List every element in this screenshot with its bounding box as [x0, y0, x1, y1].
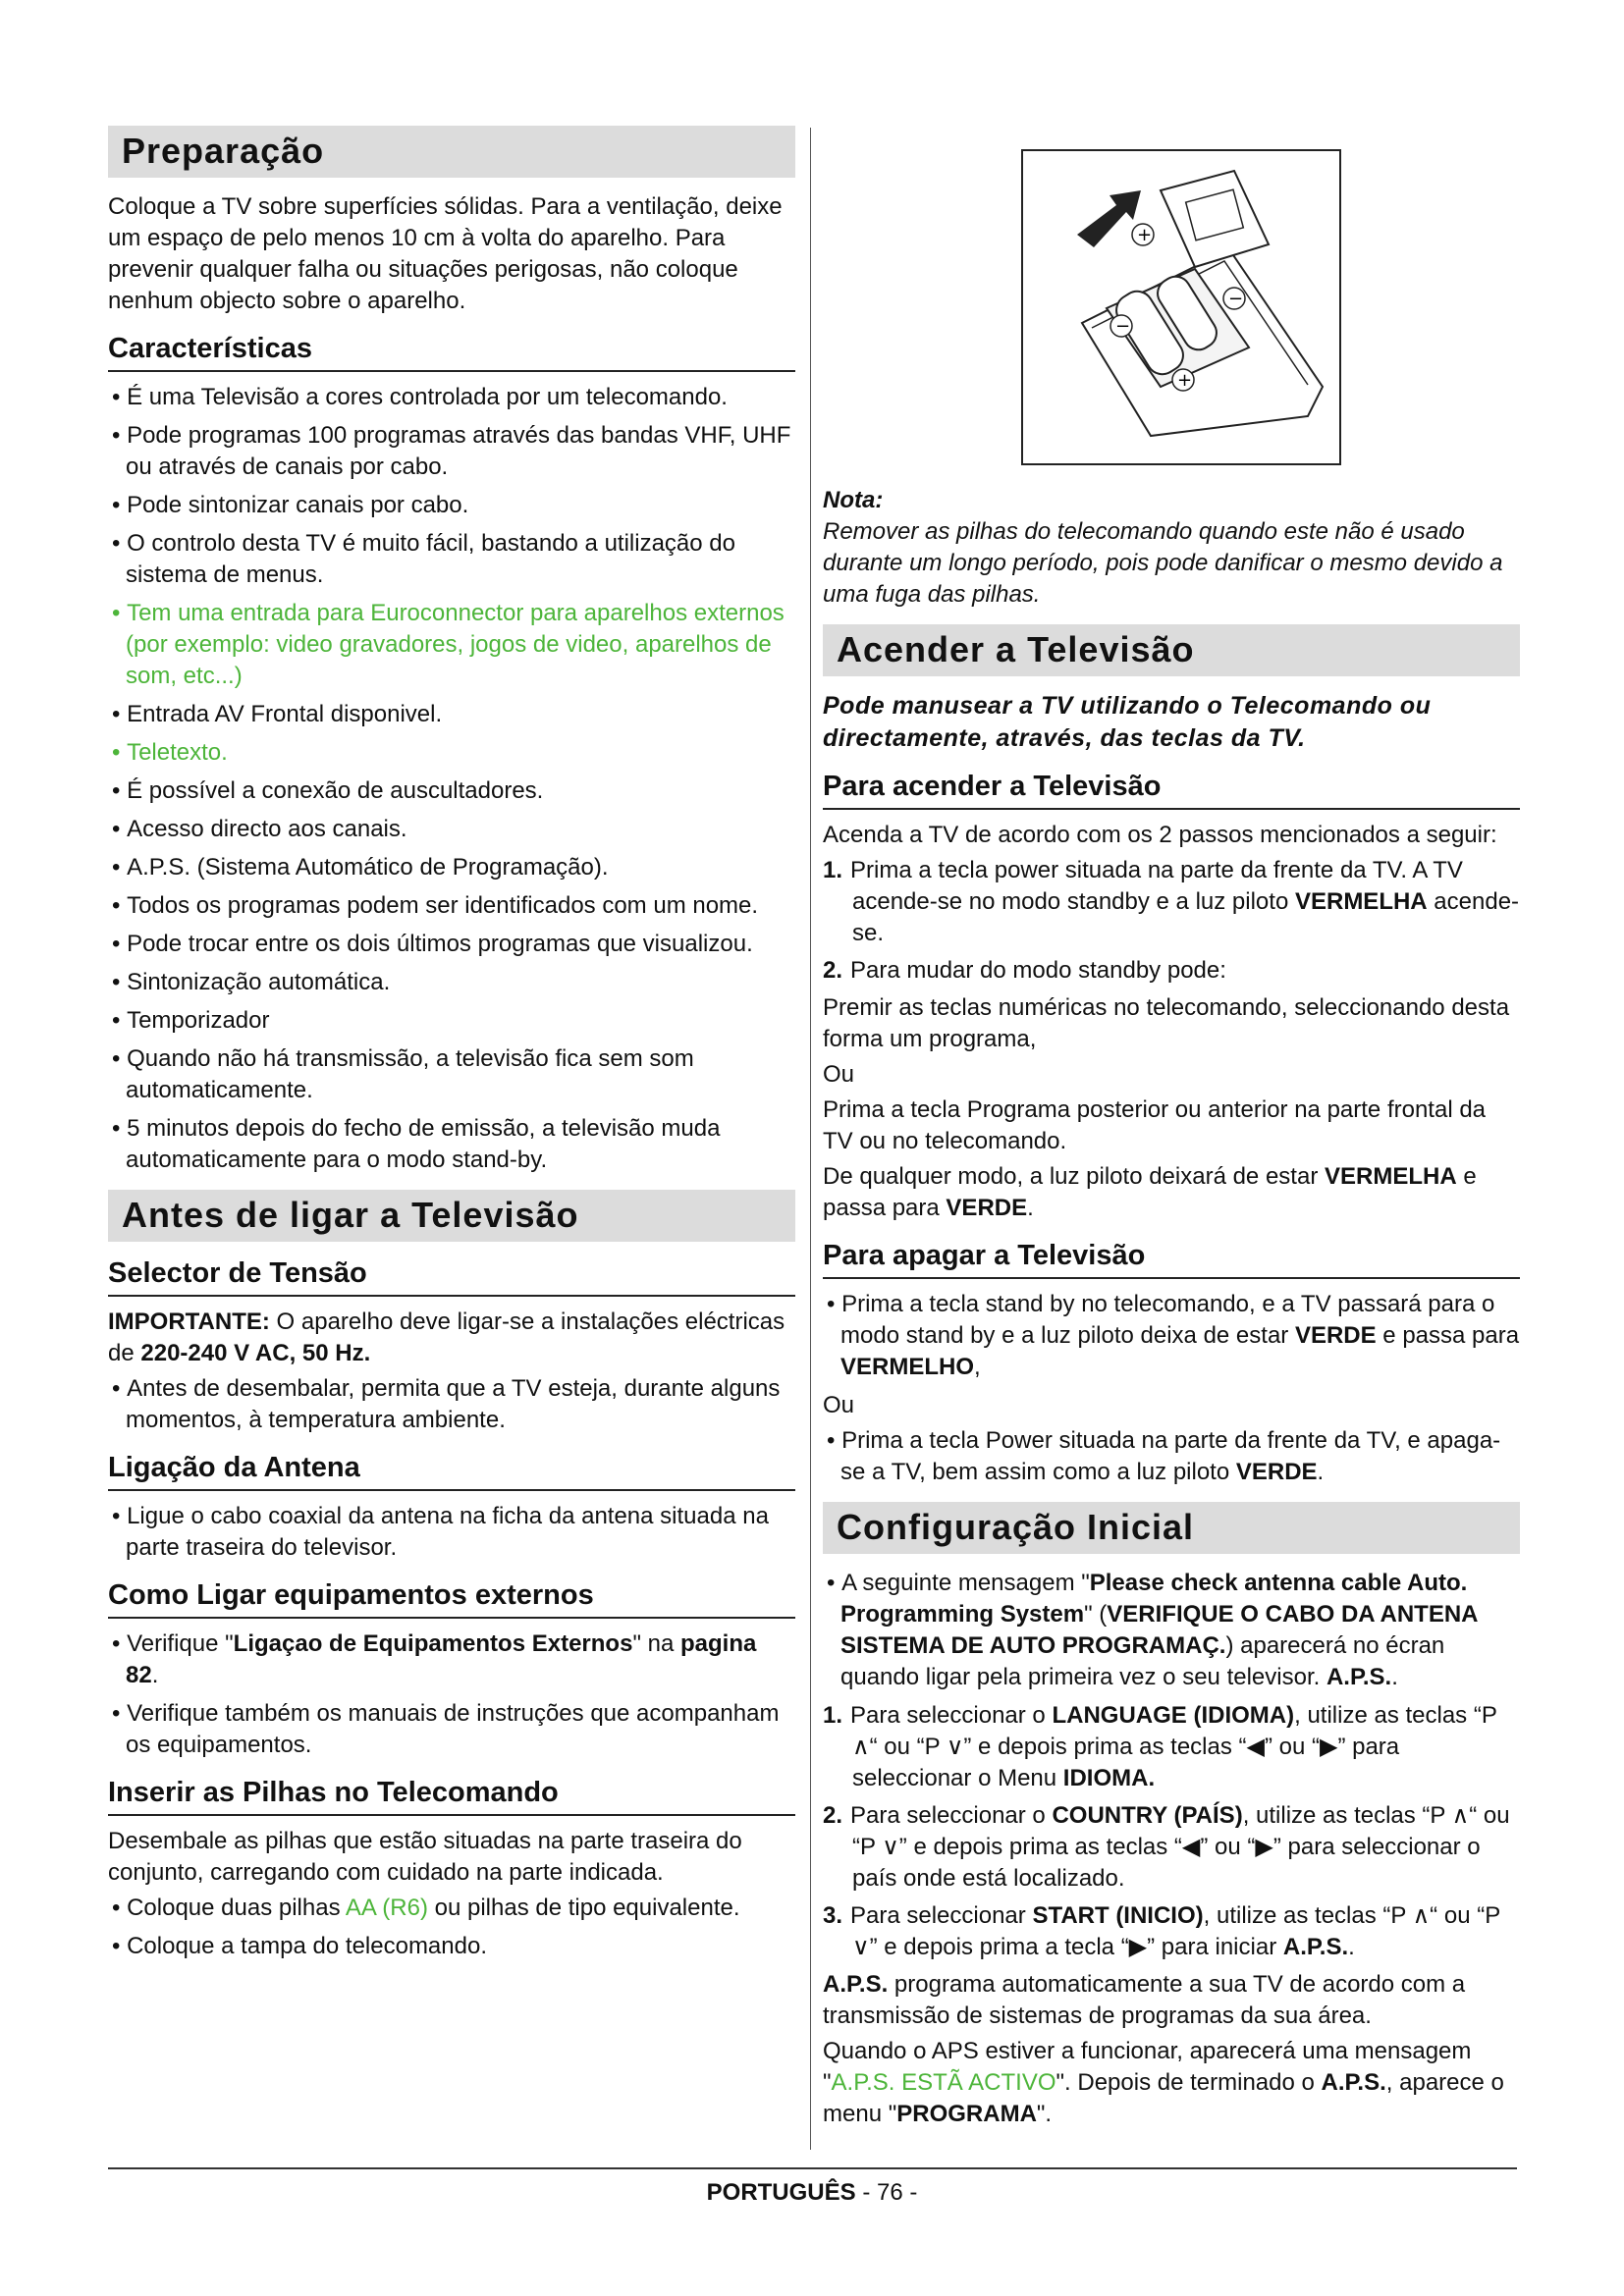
- qualquer-modo-text: De qualquer modo, a luz piloto deixará de estar VERMELHA e passa para VERDE.: [823, 1163, 1477, 1221]
- step-2: 2. Para mudar do modo standby pode:: [823, 957, 1226, 984]
- list-item: • Prima a tecla Power situada na parte da frente da TV, e apaga-se a TV, bem assim como a luz piloto VERDE.: [823, 1425, 1520, 1488]
- list-item: • Pode trocar entre os dois últimos programas que visualizou.: [108, 929, 795, 960]
- list-item: • Verifique "Ligaçao de Equipamentos Externos" na pagina 82.: [108, 1629, 795, 1691]
- list-item: • Pode programas 100 programas através das bandas VHF, UHF ou através de canais por cabo.: [108, 420, 795, 483]
- list-item: • Verifique também os manuais de instruções que acompanham os equipamentos.: [108, 1698, 795, 1761]
- list-item: • Antes de desembalar, permita que a TV esteja, durante alguns momentos, à temperatura ambiente.: [108, 1373, 795, 1436]
- remote-battery-illustration: [1021, 149, 1341, 465]
- step-1: 1. Prima a tecla power situada na parte da frente da TV. A TV acende-se no modo standby e a luz piloto VERMELHA acende-se.: [823, 857, 1520, 946]
- section-title-antes: Antes de ligar a Televisão: [108, 1190, 795, 1242]
- column-divider: [810, 128, 811, 2150]
- subtitle-antena: Ligação da Antena: [108, 1452, 795, 1491]
- config-step-1: 1. Para seleccionar o LANGUAGE (IDIOMA), utilize as teclas “P ∧“ ou “P ∨” e depois prima as teclas “◀” ou “▶” para seleccionar o Menu IDIOMA.: [823, 1702, 1497, 1791]
- subtitle-pilhas: Inserir as Pilhas no Telecomando: [108, 1777, 795, 1816]
- list-item: • Ligue o cabo coaxial da antena na ficha da antena situada na parte traseira do televisor.: [108, 1501, 795, 1564]
- svg-text:−: −: [1228, 289, 1244, 309]
- list-item: • Quando não há transmissão, a televisão fica sem som automaticamente.: [108, 1043, 795, 1106]
- list-item: • Todos os programas podem ser identificados com um nome.: [108, 890, 795, 922]
- subtitle-para-acender: Para acender a Televisão: [823, 771, 1520, 810]
- subtitle-selector: Selector de Tensão: [108, 1257, 795, 1297]
- importante-text: IMPORTANTE: O aparelho deve ligar-se a instalações eléctricas de 220-240 V AC, 50 Hz.: [108, 1308, 785, 1366]
- list-item: • Sintonização automática.: [108, 967, 795, 998]
- prima-programa-text: Prima a tecla Programa posterior ou anterior na parte frontal da TV ou no telecomando.: [823, 1096, 1487, 1154]
- nota-text: Remover as pilhas do telecomando quando este não é usado durante um longo período, pois pode danificar o mesmo devido a uma fuga das pilhas.: [823, 518, 1503, 608]
- right-column: [823, 137, 1520, 2134]
- svg-text:+: +: [1137, 225, 1153, 245]
- quando-aps-text: Quando o APS estiver a funcionar, aparecerá uma mensagem "A.P.S. ESTÃ ACTIVO". Depois de terminado o A.P.S., aparece o menu "PROGRAMA".: [823, 2038, 1504, 2127]
- subtitle-equipamentos: Como Ligar equipamentos externos: [108, 1579, 795, 1619]
- list-item: • O controlo desta TV é muito fácil, bastando a utilização do sistema de menus.: [108, 528, 795, 591]
- list-item: • Coloque duas pilhas AA (R6) ou pilhas de tipo equivalente.: [108, 1893, 795, 1924]
- list-item: • Acesso directo aos canais.: [108, 814, 795, 845]
- section-title-preparacao: Preparação: [108, 126, 795, 178]
- page-footer: [0, 2179, 1624, 2207]
- ou-text: Ou: [823, 1392, 855, 1418]
- section-title-config: Configuração Inicial: [823, 1502, 1520, 1554]
- left-column: [108, 126, 795, 1969]
- preparacao-text: Coloque a TV sobre superfícies sólidas. Para a ventilação, deixe um espaço de pelo menos 10 cm à volta do aparelho. Para prevenir qualquer falha ou situações perigosas, não coloque nenhum objecto sobre o aparelho.: [108, 193, 783, 314]
- pilhas-text: Desembale as pilhas que estão situadas na parte traseira do conjunto, carregando com cuidado na parte indicada.: [108, 1828, 742, 1886]
- caracteristicas-list: [108, 382, 795, 1176]
- config-step-2: 2. Para seleccionar o COUNTRY (PAÍS), utilize as teclas “P ∧“ ou “P ∨” e depois prima as teclas “◀” ou “▶” para seleccionar o país onde está localizado.: [823, 1802, 1510, 1892]
- section-title-acender: Acender a Televisão: [823, 624, 1520, 676]
- list-item: • A.P.S. (Sistema Automático de Programação).: [108, 852, 795, 883]
- list-item: • Pode sintonizar canais por cabo.: [108, 490, 795, 521]
- premir-text: Premir as teclas numéricas no telecomando, seleccionando desta forma um programa,: [823, 994, 1510, 1052]
- config-step-3: 3. Para seleccionar START (INICIO), utilize as teclas “P ∧“ ou “P ∨” e depois prima a tecla “▶” para iniciar A.P.S..: [823, 1902, 1500, 1960]
- ou-text: Ou: [823, 1061, 855, 1088]
- page-number: - 76 -: [855, 2179, 918, 2206]
- list-item: • Entrada AV Frontal disponivel.: [108, 699, 795, 730]
- aps-text: A.P.S. programa automaticamente a sua TV de acordo com a transmissão de sistemas de programas da sua área.: [823, 1971, 1466, 2029]
- list-item: • É uma Televisão a cores controlada por um telecomando.: [108, 382, 795, 413]
- list-item: • Temporizador: [108, 1005, 795, 1037]
- remote-battery-icon: [1023, 151, 1339, 463]
- list-item: • Tem uma entrada para Euroconnector para aparelhos externos (por exemplo: video gravadores, jogos de video, aparelhos de som, etc...): [108, 598, 795, 692]
- list-item: • Prima a tecla stand by no telecomando, e a TV passará para o modo stand by e a luz piloto deixa de estar VERDE e passa para VERMELHO,: [823, 1289, 1520, 1383]
- svg-text:−: −: [1115, 316, 1131, 337]
- footer-rule: [108, 2167, 1517, 2169]
- acender-intro: Pode manusear a TV utilizando o Telecomando ou directamente, através, das teclas da TV.: [823, 692, 1432, 752]
- footer-language: PORTUGUÊS: [706, 2179, 856, 2206]
- list-item: • É possível a conexão de auscultadores.: [108, 775, 795, 807]
- subtitle-caracteristicas: Características: [108, 333, 795, 372]
- list-item: • A seguinte mensagem "Please check antenna cable Auto. Programming System" (VERIFIQUE O CABO DA ANTENA SISTEMA DE AUTO PROGRAMAÇ.) aparecerá no écran quando ligar pela primeira vez o seu televisor. A.P.S..: [823, 1568, 1520, 1693]
- list-item: • Coloque a tampa do telecomando.: [108, 1931, 795, 1962]
- list-item: • 5 minutos depois do fecho de emissão, a televisão muda automaticamente para o modo stand-by.: [108, 1113, 795, 1176]
- para-acender-text: Acenda a TV de acordo com os 2 passos mencionados a seguir:: [823, 822, 1497, 848]
- nota-title: Nota:: [823, 487, 884, 513]
- list-item: • Teletexto.: [108, 737, 795, 769]
- subtitle-para-apagar: Para apagar a Televisão: [823, 1240, 1520, 1279]
- svg-text:+: +: [1177, 370, 1193, 391]
